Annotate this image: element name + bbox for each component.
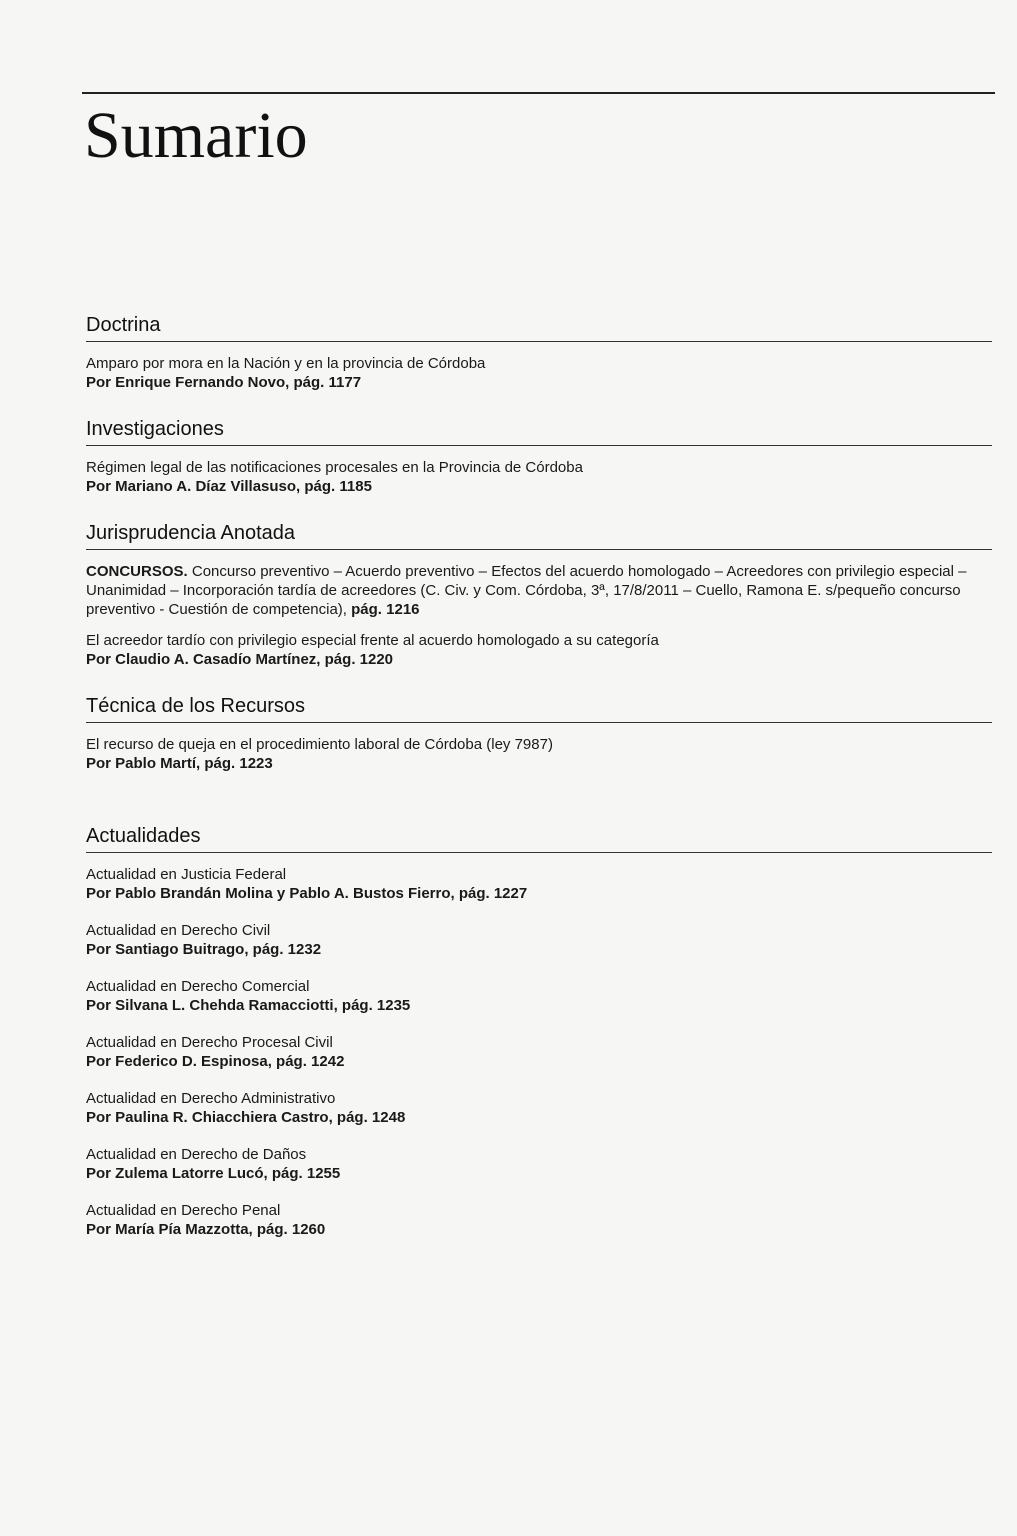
entry-author: Por Silvana L. Chehda Ramacciotti, pág. 1235 <box>86 997 411 1014</box>
section-heading: Técnica de los Recursos <box>86 693 992 723</box>
entry-title: Actualidad en Derecho de Daños <box>86 1146 307 1163</box>
entry-author: Por Zulema Latorre Lucó, pág. 1255 <box>86 1165 341 1182</box>
toc-entry <box>86 1033 992 1071</box>
case-entry <box>86 562 992 619</box>
section-jurisprudencia <box>86 520 992 669</box>
table-of-contents <box>86 312 992 1253</box>
toc-entry <box>86 1201 992 1239</box>
case-lead: CONCURSOS. <box>86 563 188 580</box>
entry-title: El acreedor tardío con privilegio especial frente al acuerdo homologado a su categoría <box>86 632 659 649</box>
section-heading: Actualidades <box>86 823 992 853</box>
entry-title: Actualidad en Derecho Procesal Civil <box>86 1034 333 1051</box>
toc-entry <box>86 1145 992 1183</box>
entry-author: Por Pablo Brandán Molina y Pablo A. Bustos Fierro, pág. 1227 <box>86 885 528 902</box>
section-doctrina <box>86 312 992 392</box>
entry-author: Por Paulina R. Chiacchiera Castro, pág. 1248 <box>86 1109 406 1126</box>
section-heading: Jurisprudencia Anotada <box>86 520 992 550</box>
entry-author: Por Santiago Buitrago, pág. 1232 <box>86 941 322 958</box>
entry-title: Régimen legal de las notificaciones procesales en la Provincia de Córdoba <box>86 459 583 476</box>
toc-entry <box>86 354 992 392</box>
entry-author: Por Enrique Fernando Novo, pág. 1177 <box>86 374 362 391</box>
entry-title: Actualidad en Derecho Penal <box>86 1202 281 1219</box>
section-tecnica <box>86 693 992 773</box>
toc-entry <box>86 735 992 773</box>
entry-author: Por Federico D. Espinosa, pág. 1242 <box>86 1053 345 1070</box>
entry-title: Amparo por mora en la Nación y en la provincia de Córdoba <box>86 355 486 372</box>
section-actualidades <box>86 823 992 1239</box>
section-heading: Investigaciones <box>86 416 992 446</box>
entry-title: Actualidad en Justicia Federal <box>86 866 287 883</box>
entry-title: Actualidad en Derecho Civil <box>86 922 271 939</box>
header-rule <box>82 92 995 94</box>
toc-entry <box>86 977 992 1015</box>
section-heading: Doctrina <box>86 312 992 342</box>
case-text: Concurso preventivo – Acuerdo preventivo – Efectos del acuerdo homologado – Acreedores con privilegio especial – Unanimidad – Incorporación tardía de acreedores (C. Civ. y Com. Córdoba, 3ª, 17/8/2011 – Cuello, Ramona E. s/pequeño concurso preventivo - Cuestión de competencia), <box>86 563 967 618</box>
toc-entry <box>86 458 992 496</box>
entry-title: El recurso de queja en el procedimiento laboral de Córdoba (ley 7987) <box>86 736 553 753</box>
toc-entry <box>86 631 992 669</box>
entry-title: Actualidad en Derecho Comercial <box>86 978 310 995</box>
entry-author: Por María Pía Mazzotta, pág. 1260 <box>86 1221 326 1238</box>
toc-entry <box>86 921 992 959</box>
entry-title: Actualidad en Derecho Administrativo <box>86 1090 336 1107</box>
page-title: Sumario <box>84 99 308 172</box>
entry-author: Por Pablo Martí, pág. 1223 <box>86 755 273 772</box>
entry-author: Por Mariano A. Díaz Villasuso, pág. 1185 <box>86 478 372 495</box>
case-page: pág. 1216 <box>351 601 420 618</box>
section-investigaciones <box>86 416 992 496</box>
toc-entry <box>86 865 992 903</box>
entry-author: Por Claudio A. Casadío Martínez, pág. 1220 <box>86 651 394 668</box>
toc-entry <box>86 1089 992 1127</box>
